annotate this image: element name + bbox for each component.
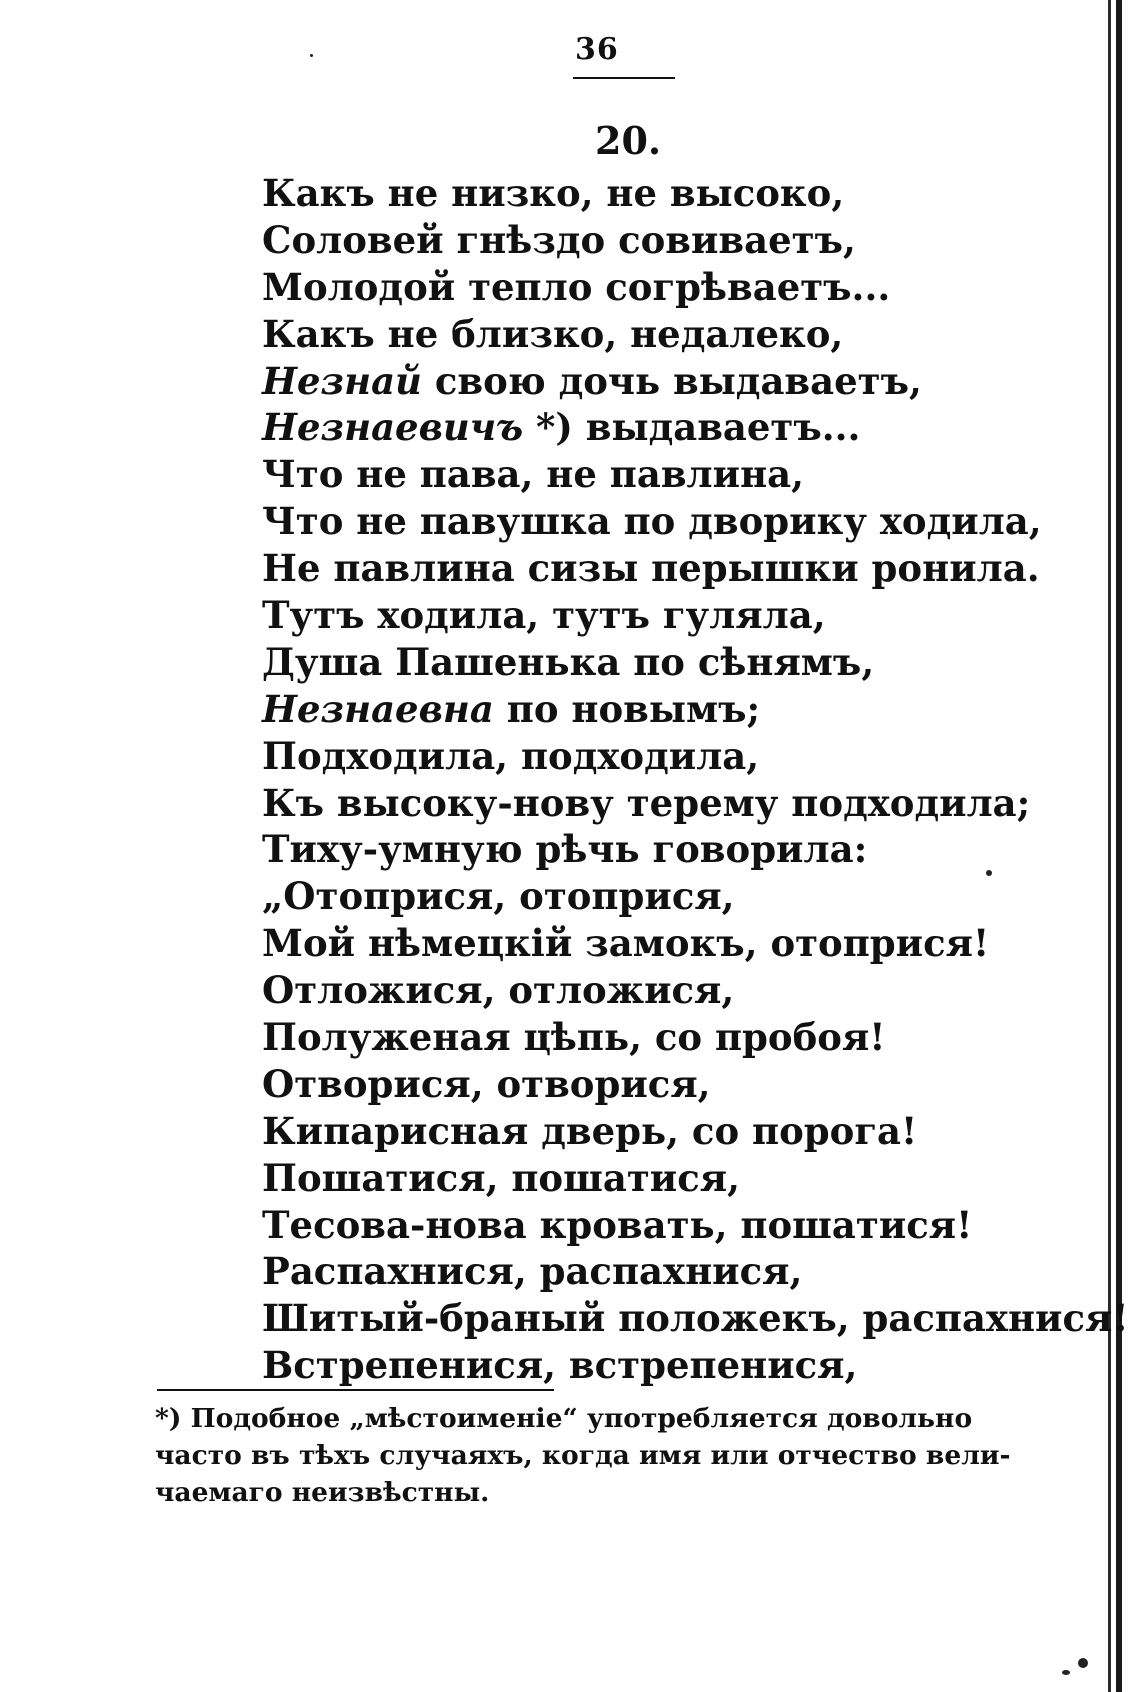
poem-line	[262, 311, 1062, 358]
poem-line	[262, 826, 1062, 873]
poem-line-text: Встрепенися, встрепенися,	[262, 1343, 858, 1388]
poem-line-text: Какъ не близко, недалеко,	[262, 311, 844, 356]
poem-line	[262, 1202, 1062, 1249]
poem-line-text: Соловей гнѣздо совиваетъ,	[262, 217, 856, 262]
poem-line-text: Что не пава, не павлина,	[262, 452, 805, 497]
poem-line-text: „Отоприся, отоприся,	[262, 874, 735, 919]
poem-line-italic-name: Незнаевна	[262, 686, 494, 731]
poem-line-text: Тиху-умную рѣчь говорила:	[262, 827, 868, 872]
poem-number: 20.	[595, 118, 662, 163]
poem-line	[262, 404, 1062, 451]
footnote-line: часто въ тѣхъ случаяхъ, когда имя или отчество вели-	[155, 1440, 1011, 1471]
poem-line	[262, 639, 1062, 686]
poem-line-text: Не павлина сизы перышки ронила.	[262, 546, 1040, 591]
poem-line	[262, 1248, 1062, 1295]
footnote-line: чаемаго неизвѣстны.	[155, 1477, 490, 1508]
poem-line	[262, 1061, 1062, 1108]
poem-line-text: Тутъ ходила, тутъ гуляла,	[262, 593, 826, 638]
footnote	[155, 1400, 1070, 1511]
right-page-edge	[1116, 0, 1122, 1692]
poem-line	[262, 686, 1062, 733]
poem-line	[262, 264, 1062, 311]
print-speck	[1078, 1658, 1088, 1668]
poem-line-text: Шитый-браный положекъ, распахнися!	[262, 1296, 1129, 1341]
poem-line-text: Полуженая цѣпь, со пробоя!	[262, 1015, 886, 1060]
poem-line-text: Распахнися, распахнися,	[262, 1249, 803, 1294]
poem-line	[262, 920, 1062, 967]
page-number-rule	[573, 77, 675, 79]
print-speck	[310, 54, 313, 57]
poem-line	[262, 545, 1062, 592]
poem-line-text: по новымъ;	[493, 686, 761, 731]
poem-line-text: Къ высоку-нову терему подходила;	[262, 780, 1031, 825]
footnote-line: *) Подобное „мѣстоименіе“ употребляется довольно	[155, 1403, 973, 1434]
poem-line-text: Молодой тепло согрѣваетъ...	[262, 264, 891, 309]
poem-line-italic-name: Незнай	[262, 358, 422, 403]
poem-line	[262, 1155, 1062, 1202]
poem-line	[262, 451, 1062, 498]
poem-line	[262, 358, 1062, 405]
poem-line-text: Тесова-нова кровать, пошатися!	[262, 1202, 973, 1247]
poem-line-text: Что не павушка по дворику ходила,	[262, 499, 1042, 544]
poem-line	[262, 1108, 1062, 1155]
footnote-rule	[157, 1389, 554, 1391]
poem-line	[262, 498, 1062, 545]
poem-line-text: свою дочь выдаваетъ,	[421, 358, 922, 403]
poem-line-text: Кипарисная дверь, со порога!	[262, 1108, 918, 1153]
right-page-edge-shadow	[1108, 0, 1111, 1692]
poem-line	[262, 780, 1062, 827]
poem-line-text: Отворися, отворися,	[262, 1061, 711, 1106]
poem-line-text: Какъ не низко, не высоко,	[262, 171, 845, 215]
poem-line	[262, 1014, 1062, 1061]
poem-body	[262, 170, 1129, 1389]
poem-line	[262, 217, 1062, 264]
poem-line-text: Душа Пашенька по сѣнямъ,	[262, 639, 875, 684]
poem-line	[262, 967, 1062, 1014]
poem-line	[262, 592, 1062, 639]
poem-line-text: Пошатися, пошатися,	[262, 1155, 740, 1200]
poem-line-italic-name: Незнаевичъ	[262, 405, 524, 450]
print-speck	[1062, 1670, 1070, 1675]
poem-line	[262, 873, 1062, 920]
poem-line	[262, 733, 1062, 780]
poem-line-text: Подходила, подходила,	[262, 733, 760, 778]
print-speck	[986, 870, 992, 876]
poem-line-text: Отложися, отложися,	[262, 968, 735, 1013]
poem-line	[262, 1295, 1129, 1342]
page-number: 36	[575, 32, 619, 67]
poem-line-text: *) выдаваетъ...	[523, 405, 861, 450]
poem-line-text: Мой нѣмецкій замокъ, отоприся!	[262, 921, 990, 966]
poem-line	[262, 1342, 1062, 1389]
poem-line	[262, 170, 1062, 217]
